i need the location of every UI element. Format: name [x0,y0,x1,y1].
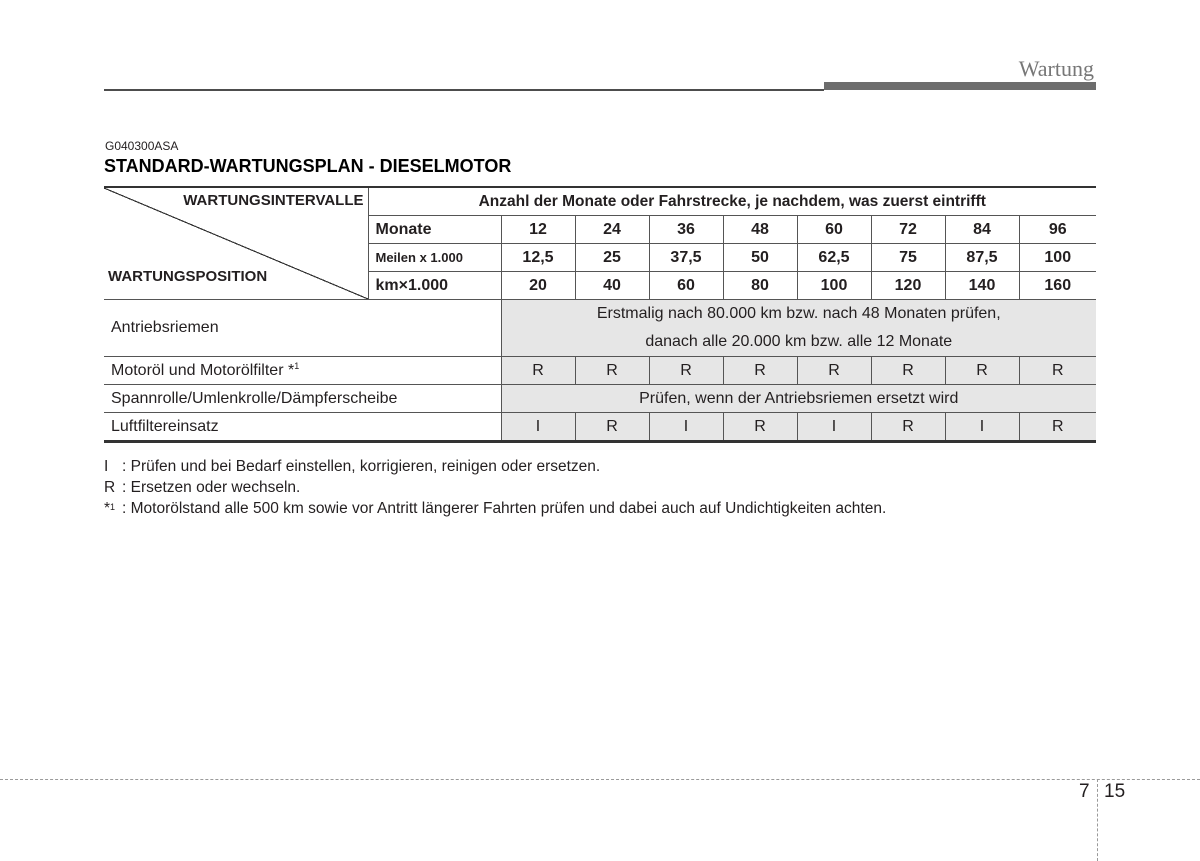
interval-label: Meilen x 1.000 [368,244,501,272]
section-title: Wartung [1018,56,1094,81]
item-value: R [575,413,649,442]
header-bar [824,82,1096,90]
legend-text: : Ersetzen oder wechseln. [122,479,301,496]
interval-value: 37,5 [649,244,723,272]
chapter-number: 7 [1079,781,1090,802]
interval-value: 48 [723,216,797,244]
interval-value: 25 [575,244,649,272]
interval-value: 100 [1019,244,1096,272]
interval-value: 36 [649,216,723,244]
item-name [104,357,501,385]
interval-value: 12 [501,216,575,244]
item-value: I [797,413,871,442]
item-value: R [649,357,723,385]
interval-value: 140 [945,272,1019,300]
legend-key: R [104,479,116,496]
table-row [104,357,1096,385]
legend-item [104,456,886,477]
interval-value: 40 [575,272,649,300]
interval-value: 84 [945,216,1019,244]
interval-value: 24 [575,216,649,244]
item-value: R [501,357,575,385]
legend-text: : Prüfen und bei Bedarf einstellen, korrigieren, reinigen oder ersetzen. [122,458,601,475]
intervals-label: WARTUNGSINTERVALLE [183,192,364,209]
interval-value: 96 [1019,216,1096,244]
item-note-line: Erstmalig nach 80.000 km bzw. nach 48 Monaten prüfen, [596,305,1001,322]
item-value: R [575,357,649,385]
interval-value: 20 [501,272,575,300]
table-row [104,385,1096,413]
item-note: Prüfen, wenn der Antriebsriemen ersetzt wird [501,385,1096,413]
interval-value: 75 [871,244,945,272]
interval-value: 62,5 [797,244,871,272]
page-number-divider [1097,779,1098,861]
item-value: I [649,413,723,442]
legend-key: I [104,458,109,475]
legend [104,456,886,519]
page-number: 15 [1104,781,1126,802]
table-corner-cell [104,187,368,300]
interval-value: 60 [649,272,723,300]
interval-value: 80 [723,272,797,300]
position-label: WARTUNGSPOSITION [108,268,268,285]
item-value: R [1019,357,1096,385]
item-value: R [945,357,1019,385]
item-name-text: Motoröl und Motorölfilter * [111,361,295,379]
interval-label: km×1.000 [368,272,501,300]
interval-value: 160 [1019,272,1096,300]
legend-key [104,498,122,519]
footnote-marker: 1 [294,360,300,371]
interval-value: 50 [723,244,797,272]
item-note-line: danach alle 20.000 km bzw. alle 12 Monate [645,333,953,350]
interval-label: Monate [368,216,501,244]
footnote-marker: 1 [110,502,116,512]
item-value: R [871,413,945,442]
interval-value: 120 [871,272,945,300]
item-value: R [723,413,797,442]
item-note [501,300,1096,357]
header-rule [104,89,824,91]
item-value: R [723,357,797,385]
item-name: Antriebsriemen [104,300,501,357]
interval-value: 72 [871,216,945,244]
table-row [104,300,1096,357]
interval-value: 60 [797,216,871,244]
footer-divider [0,779,1200,780]
item-value: I [945,413,1019,442]
interval-value: 100 [797,272,871,300]
item-name: Luftfiltereinsatz [104,413,501,442]
item-value: R [1019,413,1096,442]
legend-text: : Motorölstand alle 500 km sowie vor Antritt längerer Fahrten prüfen und dabei auch auf Undichtigkeiten achten. [122,500,887,517]
interval-value: 12,5 [501,244,575,272]
item-value: R [797,357,871,385]
item-name: Spannrolle/Umlenkrolle/Dämpferscheibe [104,385,501,413]
legend-key-star: * [104,500,111,517]
maintenance-table [104,186,1096,443]
legend-item [104,477,886,498]
item-value: R [871,357,945,385]
legend-item [104,498,886,519]
header-note: Anzahl der Monate oder Fahrstrecke, je nachdem, was zuerst eintrifft [368,187,1096,216]
interval-value: 87,5 [945,244,1019,272]
document-code: G040300ASA [105,139,179,153]
table-row [104,413,1096,442]
page-title: STANDARD-WARTUNGSPLAN - DIESELMOTOR [104,156,512,176]
item-value: I [501,413,575,442]
